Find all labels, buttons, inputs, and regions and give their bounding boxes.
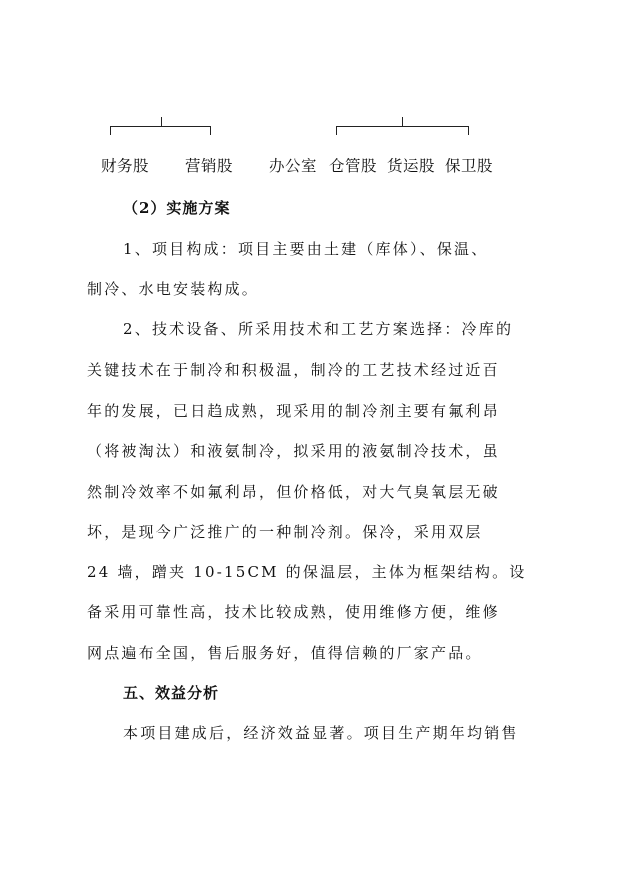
section-heading-benefit-analysis: 五、效益分析 (123, 684, 220, 702)
dept-office: 办公室 (269, 157, 318, 175)
org-connector-left-bar (110, 126, 211, 127)
paragraph-2-line-5: 然制冷效率不如氟利昂，但价格低，对大气臭氧层无破 (87, 483, 500, 501)
paragraph-3-line-1: 本项目建成后，经济效益显著。项目生产期年均销售 (123, 724, 519, 742)
dept-warehouse: 仓管股 (329, 157, 378, 175)
dept-finance: 财务股 (101, 157, 150, 175)
paragraph-2-line-4: （将被淘汰）和液氨制冷，拟采用的液氨制冷技术，虽 (87, 442, 500, 460)
paragraph-2-line-2: 关键技术在于制冷和积极温，制冷的工艺技术经过近百 (87, 361, 500, 379)
section-heading-implementation: （2）实施方案 (123, 199, 231, 217)
paragraph-1-line-2: 制冷、水电安装构成。 (87, 280, 260, 298)
paragraph-2-line-8: 备采用可靠性高，技术比较成熟，使用维修方便，维修 (87, 603, 500, 621)
paragraph-2-line-1: 2、技术设备、所采用技术和工艺方案选择：冷库的 (123, 320, 514, 338)
paragraph-1-line-1: 1、项目构成：项目主要由土建（库体）、保温、 (123, 240, 489, 258)
org-connector-left-drop-1 (110, 126, 111, 135)
org-connector-right-stem (402, 117, 403, 126)
org-connector-left-drop-2 (210, 126, 211, 135)
paragraph-2-line-3: 年的发展，已日趋成熟，现采用的制冷剂主要有氟利昂 (87, 402, 500, 420)
org-connector-left-stem (161, 117, 162, 126)
dept-freight: 货运股 (387, 157, 436, 175)
dept-marketing: 营销股 (185, 157, 234, 175)
org-connector-right-drop-2 (468, 126, 469, 135)
dept-security: 保卫股 (445, 157, 494, 175)
paragraph-2-line-9: 网点遍布全国，售后服务好，值得信赖的厂家产品。 (87, 644, 483, 662)
paragraph-2-line-7: 24 墙，蹭夹 10-15CM 的保温层，主体为框架结构。设 (87, 563, 527, 581)
org-connector-right-bar (336, 126, 469, 127)
org-connector-right-drop-1 (336, 126, 337, 135)
paragraph-2-line-6: 坏，是现今广泛推广的一种制冷剂。保冷，采用双层 (87, 523, 483, 541)
